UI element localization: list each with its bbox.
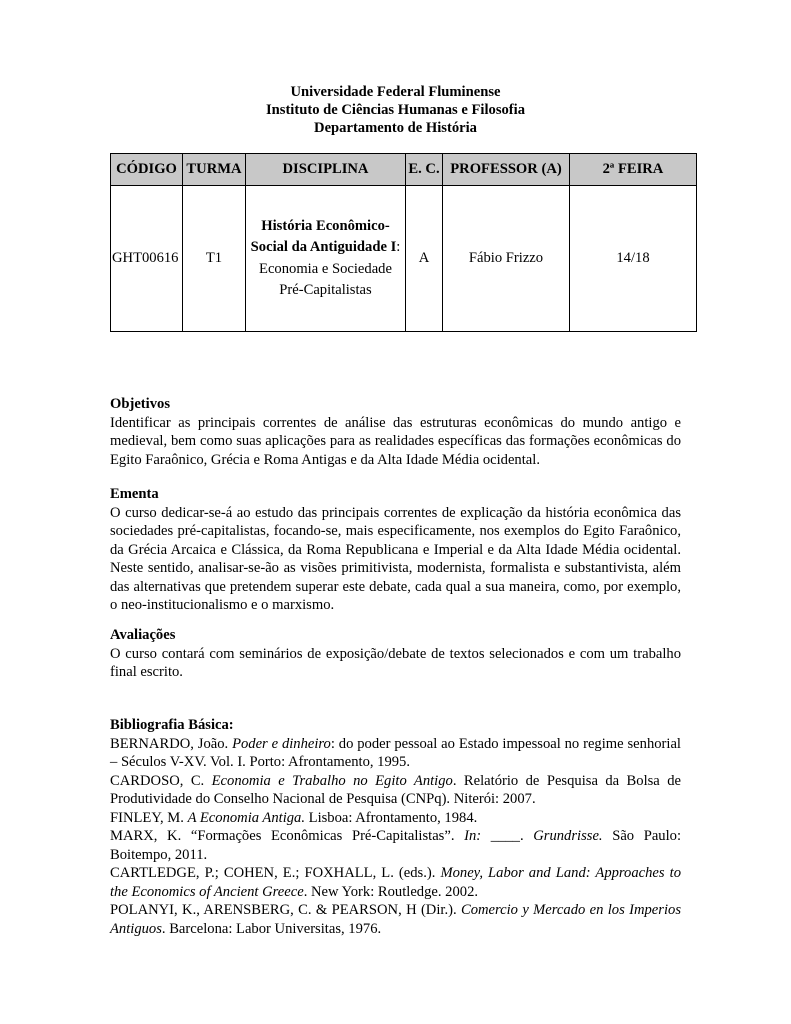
objetivos-text: Identificar as principais correntes de análise das estruturas econômicas do mundo antigo e medieval, bem como suas aplicações para as realidades específicas das formações econômicas do Egito Faraônico, Grécia e Roma Antigas e da Alta Idade Média ocidental. <box>110 414 681 468</box>
bib-author: BERNARDO, João. <box>110 735 233 752</box>
avaliacoes-section <box>110 626 681 682</box>
bib-entry <box>110 809 681 828</box>
bib-entry <box>110 735 681 772</box>
bib-title: A Economia Antiga. <box>187 809 305 826</box>
disciplina-colon: : <box>396 239 401 255</box>
course-table <box>110 153 697 332</box>
objetivos-section <box>110 395 681 469</box>
institute-name: Instituto de Ciências Humanas e Filosofia <box>265 102 526 118</box>
table-header-row <box>111 154 697 186</box>
bib-title: Economia e Trabalho no Egito Antigo <box>211 772 453 789</box>
bib-details: : do poder pessoal ao Estado impessoal no regime senhorial – Séculos V-XV. Vol. I. Porto: Afrontamento, 1995. <box>110 735 681 770</box>
bib-author: FINLEY, M. <box>110 809 188 826</box>
header-codigo: CÓDIGO <box>111 154 183 186</box>
header-professor: PROFESSOR (A) <box>443 154 570 186</box>
department-name: Departamento de História <box>314 120 477 136</box>
bib-title: Poder e dinheiro <box>232 735 331 752</box>
header-ec: E. C. <box>406 154 443 186</box>
disciplina-subtitle: Economia e Sociedade Pré-Capitalistas <box>259 260 392 298</box>
bib-details: ____. <box>481 828 534 844</box>
bib-details: . New York: Routledge. 2002. <box>303 883 479 900</box>
bib-details: Lisboa: Afrontamento, 1984. <box>305 809 478 826</box>
cell-turma: T1 <box>183 186 246 332</box>
bib-in: In: <box>464 828 482 844</box>
header-disciplina: DISCIPLINA <box>246 154 406 186</box>
cell-ec: A <box>406 186 443 332</box>
cell-codigo: GHT00616 <box>111 186 183 332</box>
bib-entry <box>110 901 681 938</box>
ementa-heading: Ementa <box>110 486 159 502</box>
bib-entry <box>110 827 681 864</box>
table-row <box>111 186 697 332</box>
bib-details: . Relatório de Pesquisa da Bolsa de Produtividade do Conselho Nacional de Pesquisa (CNPq). Niterói: 2007. <box>110 772 681 807</box>
document-header <box>0 83 791 137</box>
objetivos-heading: Objetivos <box>110 396 170 412</box>
bib-title: Money, Labor and Land: Approaches to the Economics of Ancient Greece <box>110 865 681 900</box>
cell-disciplina <box>246 186 406 332</box>
bib-author: CARTLEDGE, P.; COHEN, E.; FOXHALL, L. (eds.). <box>110 865 441 881</box>
university-name: Universidade Federal Fluminense <box>290 84 501 100</box>
bib-details: . Barcelona: Labor Universitas, 1976. <box>161 920 382 937</box>
bib-author: POLANYI, K., ARENSBERG, C. & PEARSON, H (Dir.). <box>110 902 461 918</box>
bibliografia-heading: Bibliografia Básica: <box>110 717 234 733</box>
ementa-text: O curso dedicar-se-á ao estudo das principais correntes de explicação da história econômica das sociedades pré-capitalistas, focando-se, mais especificamente, nos exemplos do Egito Faraônico, da Grécia Arcaica e Clássica, da Roma Republicana e Imperial e da Alta Idade Média ocidental. Neste sentido, analisar-se-ão as visões primitivista, modernista, formalista e substantivista, além das alternativas que pretendem superar este debate, cada qual a sua maneira, como, por exemplo, o neo-institucionalismo e o marxismo. <box>110 504 681 613</box>
header-dia: 2ª FEIRA <box>570 154 697 186</box>
ementa-section <box>110 485 681 615</box>
bib-author: CARDOSO, C. <box>110 772 212 789</box>
bib-entry <box>110 772 681 809</box>
avaliacoes-text: O curso contará com seminários de exposição/debate de textos selecionados e com um trabalho final escrito. <box>110 645 681 680</box>
bib-author: MARX, K. “Formações Econômicas Pré-Capitalistas”. <box>110 828 465 844</box>
bib-entry <box>110 864 681 901</box>
cell-professor: Fábio Frizzo <box>443 186 570 332</box>
bib-title: Grundrisse. <box>533 828 603 844</box>
bibliografia-section <box>110 716 681 938</box>
header-turma: TURMA <box>183 154 246 186</box>
cell-horario: 14/18 <box>570 186 697 332</box>
bib-title: Comercio y Mercado en los Imperios Antiguos <box>110 902 681 937</box>
avaliacoes-heading: Avaliações <box>110 627 176 643</box>
bib-details: São Paulo: Boitempo, 2011. <box>110 828 682 863</box>
disciplina-title: História Econômico-Social da Antiguidade I <box>250 217 397 255</box>
